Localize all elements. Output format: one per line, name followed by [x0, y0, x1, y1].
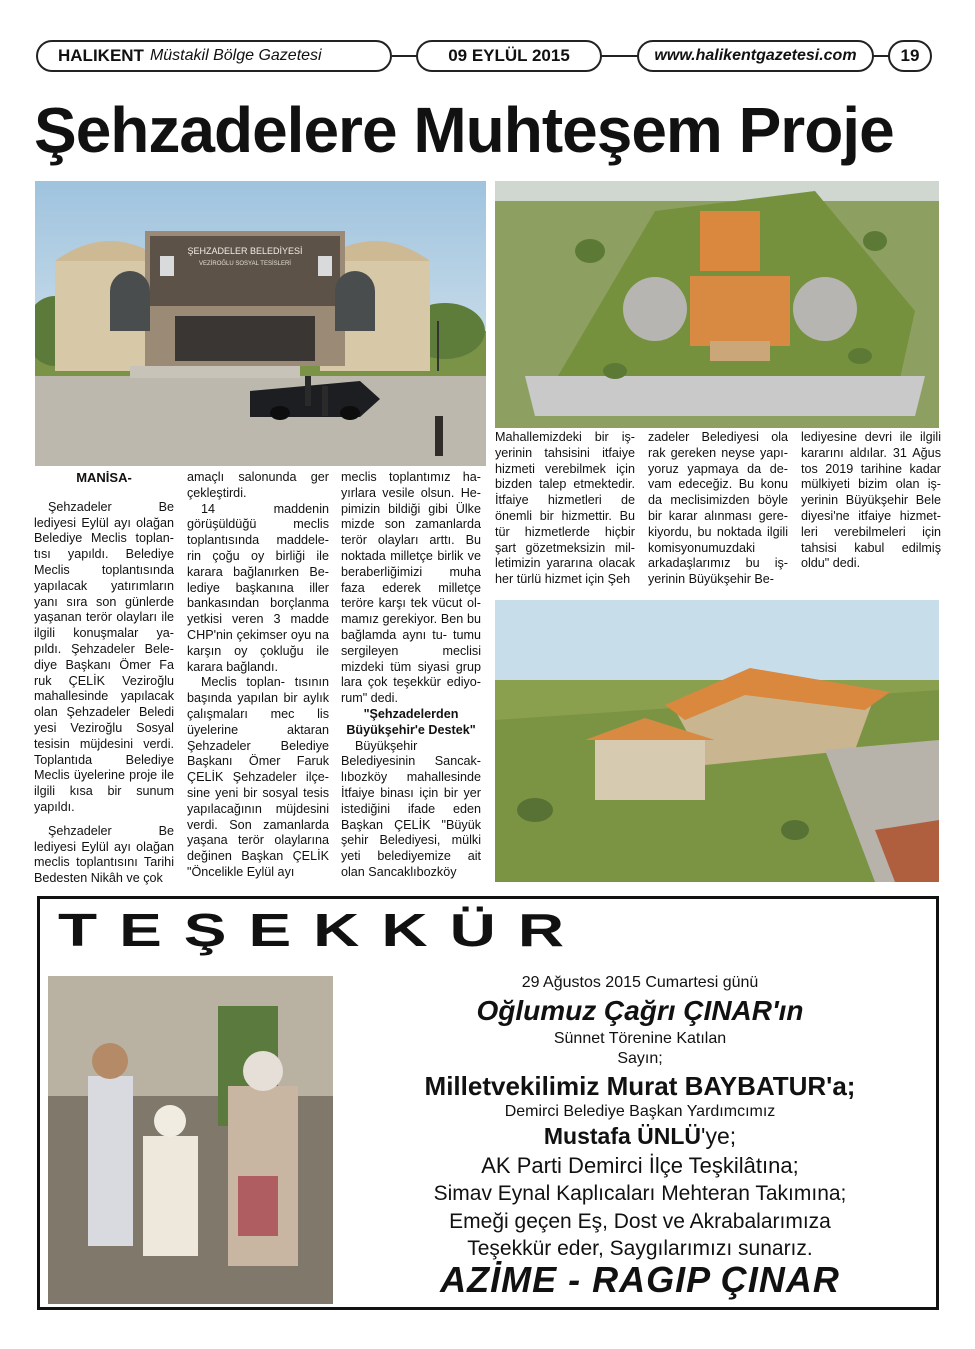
issue-date: 09 EYLÜL 2015	[416, 40, 602, 72]
aerial-perspective-rendering	[495, 600, 939, 882]
ad-deputy-suffix: 'ye;	[701, 1123, 737, 1149]
thank-you-ad	[37, 896, 939, 1310]
family-photo	[48, 976, 333, 1304]
headline: Şehzadelere Muhteşem Proje	[34, 94, 894, 166]
ad-date-line: 29 Ağustos 2015 Cumartesi günü	[521, 974, 759, 991]
article-paragraph: Şehzadeler Be lediyesi Eylül ayı olağan Belediye Meclis toplan- tısı yapıldı. Belediye Meclis toplantısında yapılacak yatırımların yanı sıra son günlerde yaşanan terör olayları ile ilgili konuşmalar ya- pıldı. Şehzadeler Bele- diye Başkanı Ömer Fa ruk ÇELİK Veziroğlu mahallesinde yapılacak olan Şehzadeler Beledi yesi Veziroğlu Sosyal tesisin müjdesini verdi. Toplantıda Belediye Meclis üyelerine proje ile ilgili kısa bir sunum yapıldı.	[34, 499, 174, 814]
article-paragraph: zadeler Belediyesi ola rak gereken neyse yapı- yoruz yapmaya da de- vam edeceğiz. Bu konu da meclisimizden böyle bir karar alınması gere- kiyordu, bu noktada ilgili komisyonumuzdaki arkadaşlarımız bu iş- yerinin Büyükşehir Be-	[648, 430, 788, 587]
article-paragraph: Mahallemizdeki bir iş- yerinin tahsisini itfaiye hizmeti verebilmek için bizden talep etmektedir. İtfaiye hizmetleri de önemli bir hizmettir. Bu tür hizmetlerde hiçbir şart gözetmeksizin mil- letimizin yararına olacak her türlü hizmet için Şeh	[495, 430, 635, 587]
paper-name: HALIKENT	[58, 46, 144, 65]
page-number: 19	[888, 40, 932, 72]
article-paragraph: lediyesine devri ile ilgili kararını aldılar. 31 Ağus tos 2019 tarihine kadar mülkiyeti bizim olan iş- yerinin Büyükşehir Bele diyesi'ne itfaiye hizmet- leri verebilmeleri için tahsisi kabul edilmiş oldu" dedi.	[801, 430, 941, 571]
article-paragraph: Şehzadeler Be lediyesi Eylül ayı olağan meclis toplantısını Tarihi Bedesten Nikâh ve çok	[34, 823, 174, 886]
ad-deputy-name: Mustafa ÜNLÜ	[543, 1123, 702, 1149]
ad-title: TEŞEKKÜR	[58, 904, 587, 957]
building-sign-sub: VEZİROĞLU SOSYAL TESİSLERİ	[199, 261, 291, 267]
article-paragraph: amaçlı salonunda ger çekleştirdi.	[187, 470, 329, 500]
article-paragraph: 14 maddenin görüşüldüğü meclis toplantısında maddele- rin çoğu oy birliği ile karara bağlanırken Be- lediye başkanına iller bankasından borçlanma yetkisi veren 3 madde CHP'nin çekimser oyu na karşın oy çokluğu ile karara bağlandı.	[187, 501, 329, 674]
article-column-2	[187, 470, 329, 881]
ad-deputy-mayor	[340, 1123, 940, 1150]
facade-rendering	[35, 181, 486, 466]
ad-line: Teşekkür eder, Saygılarımızı sunarız.	[467, 1237, 813, 1260]
article-paragraph: Meclis toplan- tısının başında yapılan bir aylık çalışmaları mec lis üyelerine aktaran Şehzadeler Belediye Başkanı Ömer Faruk ÇELİK Şehzadeler ilçe- sine yeni bir sosyal tesis yapılacağının müjdesini verdi. Son zamanlarda yaşana terör olaylarına değinen Başkan ÇELİK "Öncelikle Eylül ayı	[187, 675, 329, 879]
article-column-4	[495, 430, 635, 588]
ad-line: Sayın;	[617, 1050, 663, 1067]
ad-signature: AZİME - RAGIP ÇINAR	[440, 1259, 840, 1300]
article-column-3	[341, 470, 481, 881]
article-paragraph: Büyükşehir Belediyesinin Sancak- lıbozköy mahallesinde İtfaiye binası için bir yer istediğini ifade eden Başkan ÇELİK "Büyük şehir Belediyesi, mülki yeti belediyemize ait olan Sancaklıbozköy	[341, 738, 481, 879]
ad-line: AK Parti Demirci İlçe Teşkilâtına;	[481, 1153, 799, 1178]
building-sign: ŞEHZADELER BELEDİYESİ	[187, 246, 303, 256]
ad-line: Emeği geçen Eş, Dost ve Akrabalarımıza	[449, 1210, 831, 1233]
article-paragraph: meclis toplantımız ha- yırlara vesile olsun. He- pimizin bildiği gibi Ülke mizde son zamanlarda terör olayları arttı. Bu noktada milletçe birlik ve beraberliğimizi muha faza ederek milletçe teröre karşı tek vücut ol- mamız gerekiyor. Ben bu bağlamda aynı tu- tumu sergileyen meclisi mizdeki tüm siyasi grup lara çok teşekkür ediyo- rum" dedi.	[341, 470, 481, 706]
ad-line: Simav Eynal Kaplıcaları Mehteran Takımına;	[433, 1182, 847, 1205]
article-column-5	[648, 430, 788, 588]
site-plan-rendering	[495, 181, 939, 428]
ad-line: Demirci Belediye Başkan Yardımcımız	[504, 1103, 776, 1120]
paper-subtitle: Müstakil Bölge Gazetesi	[149, 47, 322, 64]
ad-line: Sünnet Törenine Katılan	[553, 1030, 727, 1047]
subheading: "Şehzadelerden Büyükşehir'e Destek"	[346, 706, 476, 737]
ad-mp-name: Milletvekilimiz Murat BAYBATUR'a;	[424, 1071, 856, 1101]
header-rule	[600, 55, 640, 57]
website[interactable]: www.halikentgazetesi.com	[637, 40, 874, 72]
masthead	[36, 40, 392, 72]
article-column-1	[34, 470, 174, 887]
dateline: MANİSA-	[76, 470, 132, 485]
ad-son-name: Oğlumuz Çağrı ÇINAR'ın	[476, 995, 804, 1026]
article-column-6	[801, 430, 941, 572]
